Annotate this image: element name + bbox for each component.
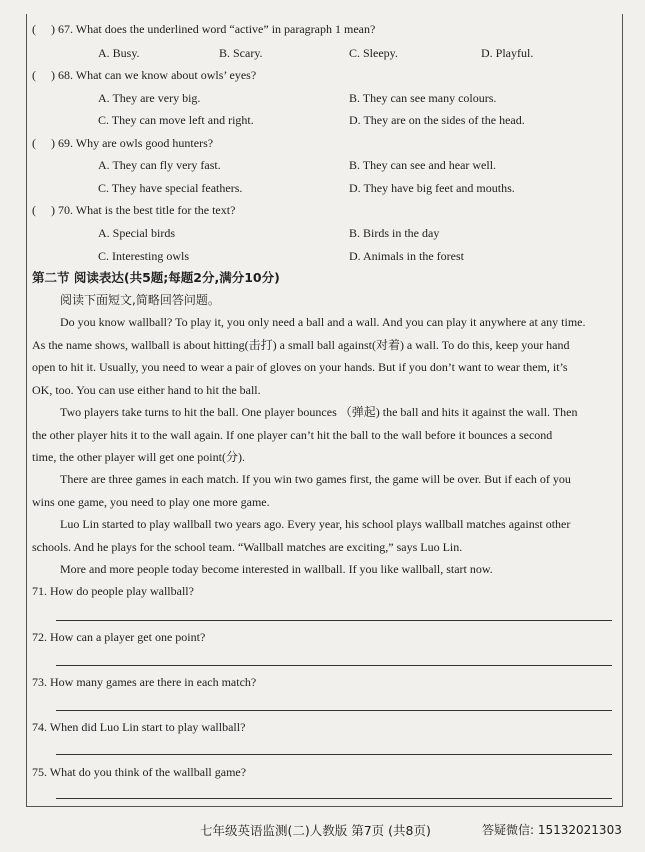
option-67-a: A. Busy. [98, 46, 140, 60]
option-68-b: B. They can see many colours. [349, 91, 497, 105]
option-69-b: B. They can see and hear well. [349, 158, 497, 172]
passage-line: As the name shows, wallball is about hitting(击打) a small ball against(对着) a wall. To do this, keep your hand [32, 337, 570, 352]
section-title: 第二节 阅读表达(共5题;每题2分,满分10分) [32, 270, 280, 285]
answer-line-71[interactable] [56, 620, 612, 621]
question-69: ( ) 69. Why are owls good hunters? [32, 136, 214, 150]
question-67: ( ) 67. What does the underlined word “active” in paragraph 1 mean? [32, 22, 376, 36]
option-69-a: A. They can fly very fast. [98, 158, 221, 172]
option-67-c: C. Sleepy. [349, 46, 398, 60]
question-75: 75. What do you think of the wallball game? [32, 765, 247, 779]
passage-paragraph-1 [32, 311, 616, 401]
passage-line: time, the other player will get one point(分). [32, 450, 245, 464]
option-70-b: B. Birds in the day [349, 226, 440, 240]
passage-line: More and more people today become interested in wallball. If you like wallball, start now. [60, 562, 493, 576]
passage-line: the other player hits it to the wall again. If one player can’t hit the ball to the wall before it bounces a second [32, 427, 553, 442]
footer-contact: 答疑微信: 15132021303 [482, 823, 622, 837]
option-67-d: D. Playful. [481, 46, 534, 60]
option-69-d: D. They have big feet and mouths. [349, 181, 515, 195]
passage-paragraph-5 [32, 558, 616, 581]
passage-line: Luo Lin started to play wallball two years ago. Every year, his school plays wallball matches against other [60, 517, 571, 531]
option-69-c: C. They have special feathers. [98, 181, 243, 195]
option-68-c: C. They can move left and right. [98, 113, 254, 127]
passage-line: schools. And he plays for the school team. “Wallball matches are exciting,” says Luo Lin. [32, 539, 463, 554]
question-74: 74. When did Luo Lin start to play wallball? [32, 720, 246, 734]
option-67-b: B. Scary. [219, 46, 263, 60]
passage-line: Do you know wallball? To play it, you only need a ball and a wall. And you can play it anywhere at any time. [60, 315, 586, 329]
passage-paragraph-2 [32, 401, 616, 469]
passage-line: open to hit it. Usually, you need to wear a pair of gloves on your hands. But if you don’t want to wear them, it’s [32, 360, 568, 374]
passage-line: Two players take turns to hit the ball. One player bounces （弹起) the ball and hits it against the wall. Then [60, 405, 578, 419]
answer-line-74[interactable] [56, 754, 612, 755]
question-72: 72. How can a player get one point? [32, 630, 206, 644]
passage-paragraph-3 [32, 468, 616, 513]
option-68-d: D. They are on the sides of the head. [349, 113, 525, 127]
answer-line-73[interactable] [56, 710, 612, 711]
option-70-d: D. Animals in the forest [349, 249, 464, 263]
section-instruction: 阅读下面短文,简略回答问题。 [60, 293, 220, 307]
passage-line: OK, too. You can use either hand to hit the ball. [32, 382, 261, 397]
passage-line: wins one game, you need to play one more game. [32, 494, 270, 509]
question-71: 71. How do people play wallball? [32, 584, 194, 598]
passage-paragraph-4 [32, 513, 616, 558]
passage-line: There are three games in each match. If you win two games first, the game will be over. But if each of you [60, 472, 571, 486]
option-70-a: A. Special birds [98, 226, 175, 240]
answer-line-75[interactable] [56, 798, 612, 799]
footer-page-info: 七年级英语监测(二)人教版 第7页 (共8页) [200, 823, 431, 838]
option-68-a: A. They are very big. [98, 91, 201, 105]
question-70: ( ) 70. What is the best title for the text? [32, 203, 236, 217]
question-68: ( ) 68. What can we know about owls’ eyes? [32, 68, 257, 82]
answer-line-72[interactable] [56, 665, 612, 666]
question-73: 73. How many games are there in each match? [32, 675, 257, 689]
option-70-c: C. Interesting owls [98, 249, 189, 263]
